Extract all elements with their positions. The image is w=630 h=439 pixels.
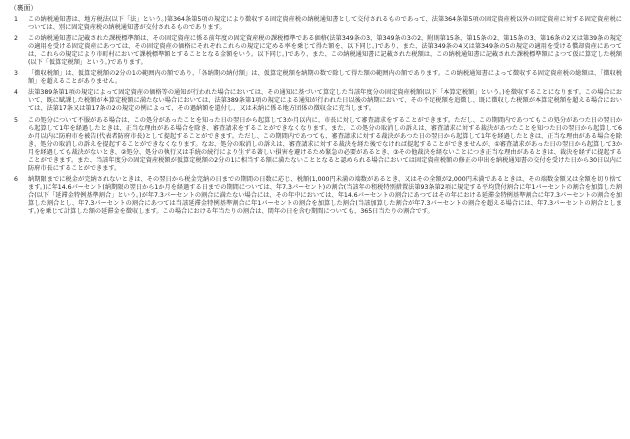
item-paragraph: 「徴収税額」は、仮算定税額の2分の1の範囲内の額であり、「各納期の納付額」は、仮算定税額を納期の数で除して得た額の範囲内の額であります。この納税通知書によって徴収する固定資産税の総額は、「徴収税額」を超えることがありません。	[28, 70, 622, 86]
item-body	[28, 117, 622, 173]
item-number: 2	[14, 35, 18, 43]
item-number: 6	[14, 175, 18, 183]
item-number: 1	[14, 16, 18, 23]
item-number: 4	[14, 89, 18, 97]
item-paragraph: この納税通知書は、地方税法(以下「法」という。)第364条第5項の規定により徴収する固定資産税の納税通知書として交付されるものであって、法第364条第5項の固定資産税以外の固定資産に対する固定資産税については、別に固定資産税の納税通知書が交付されるものであります。	[28, 16, 622, 32]
item-body	[28, 35, 622, 67]
item-paragraph: この納税通知書に記載された課税標準額は、その固定資産に係る前年度の固定資産税の課税標準である価格(法第349条の3、第349条の3の2、附則第15条、第15条の2、第15条の3、第16条の2又は第39条の規定の適用を受ける固定資産にあつては、その固定資産の価格にそれぞれこれらの規定に定める率を乗じて得た額を、以下同じ。)であり、また、法第349条の4又は第349条の5の規定の適用を受ける償却資産にあつては、これらの規定により市町村において課税標準額とすることとなる金額をいう。以下同じ。)であり、また、この納税通知書に記載された税額は、この納税通知書に記載された課税標準額によつて仮に算定した税額(以下「仮算定税額」という。)であります。	[28, 35, 622, 67]
item-number: 3	[14, 70, 18, 78]
item-body	[28, 16, 622, 32]
notice-item	[10, 16, 622, 32]
item-body	[28, 176, 622, 216]
item-paragraph: 納期限までに税金が完納されないときは、その翌日から税金完納の日までの期間の日数に応じ、税額(1,000円未満の端数があるとき、又はその全額が2,000円未満であるときは、その端数金額又は全額を切り捨てます。)に年14.6パーセント(納期限の翌日から1か月を経過する日までの期間については、年7.3パーセント)の割合(当該年の租税特別措置法第93条第2項に規定する平均貸付割合に年1パーセントの割合を加算した割合(以下「延滞金特例基準割合」という。)が年7.3パーセントの割合に満たない場合には、その年中においては、年14.6パーセントの割合にあつてはその年における延滞金特例基準割合に年7.3パーセントの割合を加算した割合とし、年7.3パーセントの割合にあつては当該延滞金特例基準割合に年1パーセントの割合を加算した割合(当該加算した割合が年7.3パーセントの割合を超える場合には、年7.3パーセントの割合とします。)を乗じて計算した額の延滞金を徴収します。この場合における年当たりの割合は、閏年の日を含む期間についても、365日当たりの割合です。	[28, 175, 622, 216]
item-number: 5	[14, 116, 18, 124]
item-paragraph: 法第389条第1項の規定によって固定資産の価格等の通知が行われた場合においては、その通知に基づいて算定した当該年度分の固定資産税額(以下「本算定税額」という。)を徴収することになります。この場合において、既に賦課した税額が本算定税額に満たない場合においては、法第389条第1項の規定による通知が行われた日以後の納期において、その不足税額を追徴し、既に徴収した税額が本算定税額を超える場合においては、法第17条又は第17条の2の規定の例によって、その過納額を還付し、又は未納に係る地方団体の徴収金に充当します。	[28, 89, 622, 113]
notice-item	[10, 89, 622, 113]
notice-item	[10, 35, 622, 67]
side-label: （裏面）	[10, 4, 38, 12]
notice-item	[10, 70, 622, 86]
item-paragraph: この処分について不服がある場合は、この処分があったことを知った日の翌日から起算して3か月以内に、市長に対して審査請求をすることができます。ただし、この期間内であつてもこの処分があつた日の翌日から起算して1年を経過したときは、正当な理由がある場合を除き、審査請求をすることができなくなります。また、この処分の取消しの訴えは、審査請求に対する裁決があつたことを知つた日の翌日から起算して6か月以内に防府市を被告(代表者防府市長)として提起することができます。ただし、この期間内であつても、審査請求に対する裁決があつた日の翌日から起算して1年を経過したときは、正当な理由がある場合を除き、処分の取消しの訴えを提起することができなくなります。なお、処分の取消しの訴えは、審査請求に対する裁決を経た後でなければ提起することができませんが、①審査請求があった日の翌日から起算して3か月を経過しても裁決がないとき、②処分、処分の執行又は手続の続行により生ずる著しい損害を避けるため緊急の必要があるとき、③その他裁決を経ないことにつき正当な理由があるときは、裁決を経ずに提起することができます。また、当該年度分の固定資産税額が仮算定税額の2分の1に相当する額に満たないこととなると認められる場合においては固定資産税額の修正の申出を納税通知書の交付を受けた日から30日以内に防府市長にすることができます。	[28, 116, 622, 172]
notice-item	[10, 176, 622, 216]
notice-items-list	[10, 16, 622, 216]
item-body	[28, 89, 622, 113]
notice-item	[10, 117, 622, 173]
item-body	[28, 70, 622, 86]
